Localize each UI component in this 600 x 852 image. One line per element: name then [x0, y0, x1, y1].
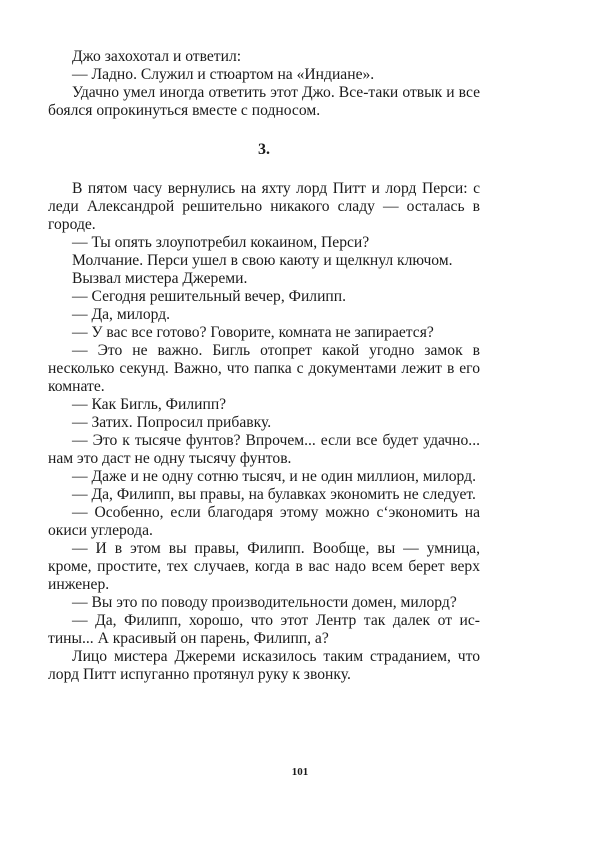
paragraph: — Затих. Попросил прибавку.	[72, 414, 272, 431]
paragraph: Вызвал мистера Джереми.	[72, 270, 248, 287]
chapter-heading: 3.	[258, 141, 270, 158]
paragraph: — Как Бигль, Филипп?	[72, 396, 227, 413]
paragraph: Молчание. Перси ушел в свою каюту и щелкнул ключом.	[72, 252, 453, 269]
book-page	[48, 48, 480, 684]
paragraph: Лицо мистера Джереми исказилось таким страданием, что лорд Питт испуганно протянул руку к звонку.	[48, 648, 480, 683]
paragraph: — Да, милорд.	[72, 306, 171, 323]
paragraph: Джо захохотал и ответил:	[72, 48, 242, 65]
paragraph: — И в этом вы правы, Филипп. Вообще, вы — умница, кроме, простите, тех случаев, когда в вас надо всем берет верх инженер.	[48, 540, 480, 593]
text-block-after	[48, 180, 480, 684]
paragraph: — Ты опять злоупотребил кокаином, Перси?	[72, 234, 370, 251]
paragraph: — Сегодня решительный вечер, Филипп.	[72, 288, 347, 305]
paragraph: — Это к тысяче фунтов? Впрочем... если все будет удачно... нам это даст не одну тысячу фунтов.	[48, 432, 480, 467]
paragraph: В пятом часу вернулись на яхту лорд Питт и лорд Перси: с леди Александрой решительно никакого сладу — осталась в городе.	[48, 180, 480, 233]
paragraph: — Даже и не одну сотню тысяч, и не один миллион, милорд.	[72, 468, 476, 485]
paragraph: — Вы это по поводу производительности домен, милорд?	[72, 594, 457, 611]
page-number: 101	[291, 766, 309, 778]
paragraph: — Да, Филипп, вы правы, на булавках экономить не следует.	[72, 486, 476, 503]
paragraph: — Да, Филипп, хорошо, что этот Лентр так далек от истины... А красивый он парень, Филипп, а?	[48, 612, 480, 647]
paragraph: — Особенно, если благодаря этому можно с‘экономить на окиси углерода.	[48, 504, 480, 539]
text-block-before	[48, 48, 480, 120]
paragraph: — Это не важно. Бигль отопрет какой угодно замок в несколько секунд. Важно, что папка с документами лежит в его комнате.	[48, 342, 480, 395]
paragraph: — Ладно. Служил и стюартом на «Индиане».	[72, 66, 375, 83]
paragraph: — У вас все готово? Говорите, комната не запирается?	[72, 324, 434, 341]
paragraph: Удачно умел иногда ответить этот Джо. Все-таки отвык и все боялся опрокинуться вместе с подносом.	[48, 84, 480, 119]
